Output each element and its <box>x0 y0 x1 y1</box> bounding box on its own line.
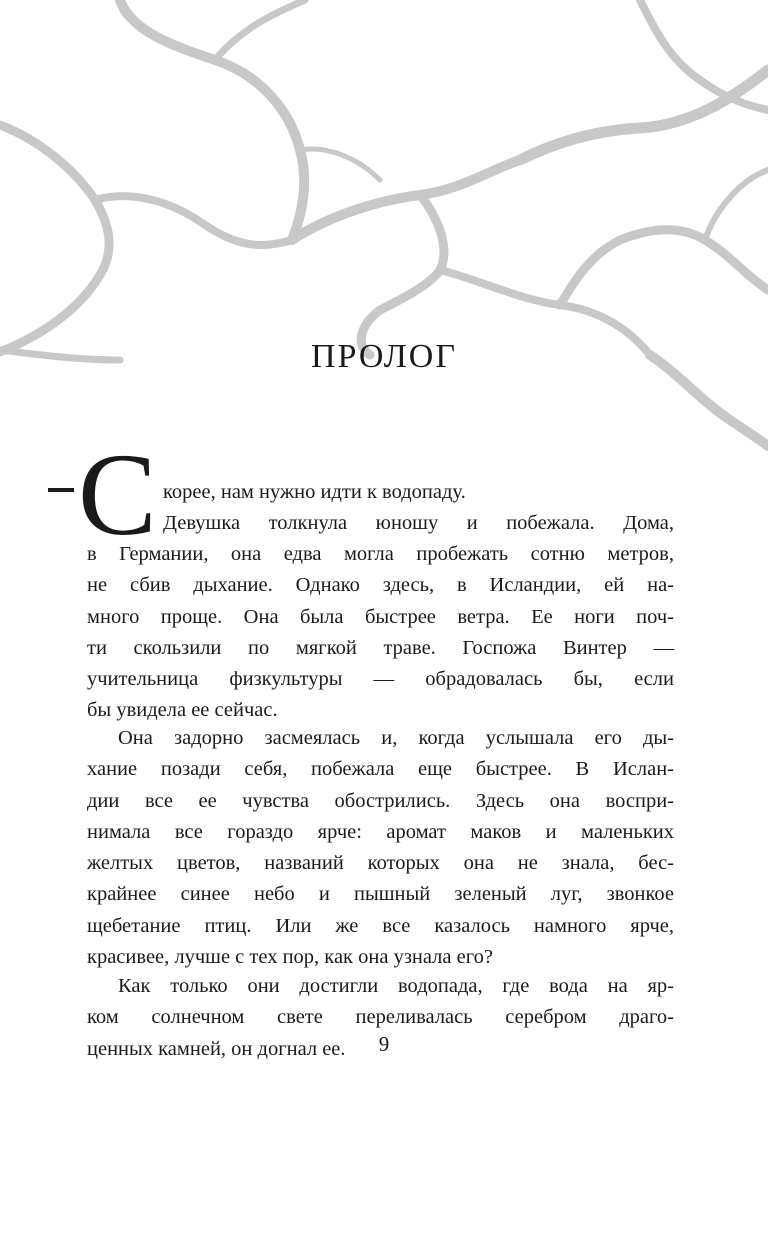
text-line: не сбив дыхание. Однако здесь, в Исландии, ей на- <box>87 574 674 597</box>
text-line: Как только они достигли водопада, где вода на яр- <box>118 975 674 997</box>
text-line: учительница физкультуры — обрадовалась бы, если <box>87 668 674 691</box>
text-line: крайнее синее небо и пышный зеленый луг, звонкое <box>87 883 674 906</box>
text-line: Она задорно засмеялась и, когда услышала его ды- <box>118 727 674 749</box>
chapter-title: ПРОЛОГ <box>310 338 457 375</box>
marble-vein-ornament <box>0 0 768 470</box>
text-line: бы увидела ее сейчас. <box>87 699 278 722</box>
text-line: дии все ее чувства обострились. Здесь она воспри- <box>87 789 674 812</box>
text-line: ти скользили по мягкой траве. Госпожа Винтер — <box>87 636 674 659</box>
text-line: Девушка толкнула юношу и побежала. Дома, <box>163 512 674 534</box>
dialogue-dash <box>48 488 74 492</box>
paragraph-1-first-line <box>163 477 523 508</box>
text-line: много проще. Она была быстрее ветра. Ее ноги поч- <box>87 605 674 628</box>
paragraph-1-second-line <box>163 508 674 539</box>
text-line: хание позади себя, побежала еще быстрее. В Ислан- <box>87 758 674 781</box>
text-line: красивее, лучше с тех пор, как она узнала его? <box>87 946 493 969</box>
drop-cap: С <box>78 429 157 560</box>
text-line: нимала все гораздо ярче: аромат маков и маленьких <box>87 820 674 843</box>
text-line: ком солнечном свете переливалась серебром драго- <box>87 1006 674 1029</box>
text-line: щебетание птиц. Или же все казалось намного ярче, <box>87 914 674 937</box>
paragraph-1 <box>87 539 674 727</box>
paragraph-2 <box>87 723 674 973</box>
text-line: ценных камней, он догнал ее. <box>87 1037 346 1060</box>
text-line: в Германии, она едва могла пробежать сотню метров, <box>87 543 674 565</box>
text-line: корее, нам нужно идти к водопаду. <box>163 481 466 503</box>
page-number: 9 <box>378 1032 390 1056</box>
text-line: желтых цветов, названий которых она не знала, бес- <box>87 852 674 875</box>
